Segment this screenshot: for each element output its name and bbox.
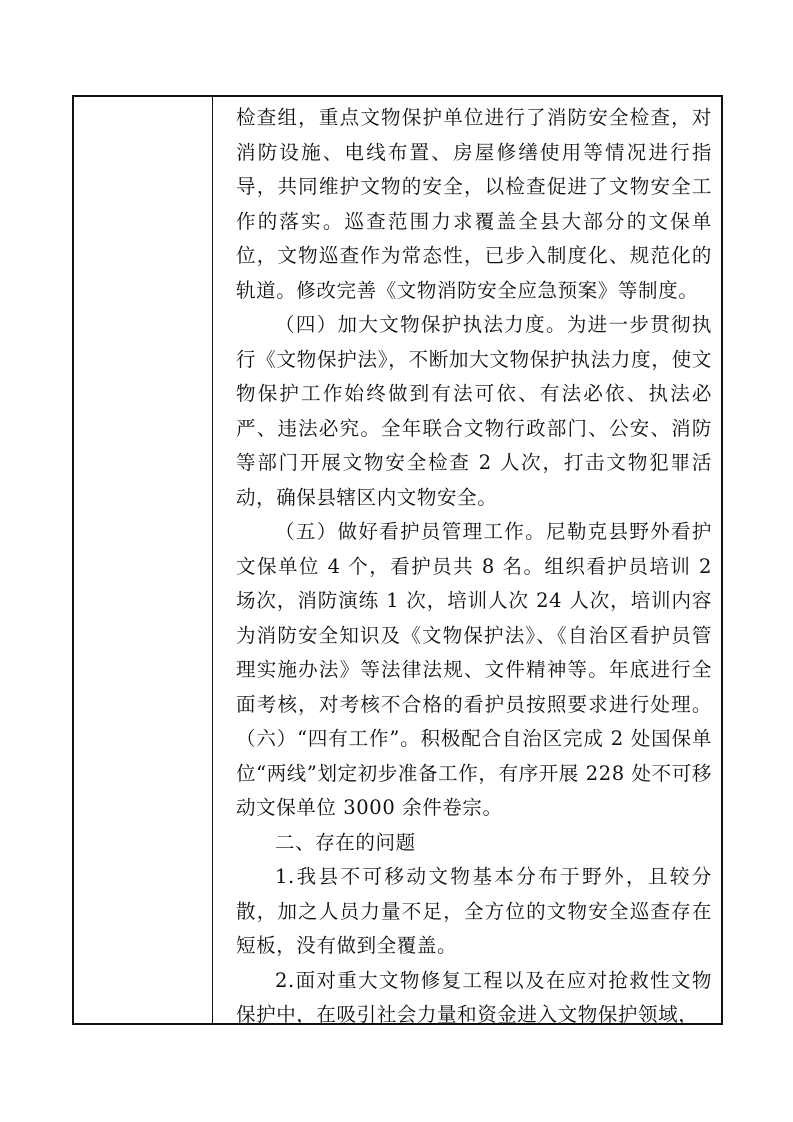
section-heading-problems: 二、存在的问题 xyxy=(275,830,416,854)
right-content-cell xyxy=(236,101,712,1033)
left-label-column xyxy=(74,97,213,1023)
paragraph-inspection: 检查组，重点文物保护单位进行了消防安全检查，对消防设施、电线布置、房屋修缮使用等情况进行指导，共同维护文物的安全，以检查促进了文物安全工作的落实。巡查范围力求覆盖全县大部分的文保单位，文物巡查作为常态性，已步入制度化、规范化的轨道。修改完善《文物消防安全应急预案》等制度。 xyxy=(236,106,712,302)
paragraph-section-4: （四）加大文物保护执法力度。为进一步贯彻执行《文物保护法》，不断加大文物保护执法力度，使文物保护工作始终做到有法可依、有法必依、执法必严、违法必究。全年联合文物行政部门、公安、消防等部门开展文物安全检查 2 人次，打击文物犯罪活动，确保县辖区内文物安全。 xyxy=(236,313,712,509)
paragraph-problem-1: 1.我县不可移动文物基本分布于野外，且较分散，加之人员力量不足，全方位的文物安全巡查存在短板，没有做到全覆盖。 xyxy=(236,865,712,957)
paragraph-section-5: （五）做好看护员管理工作。尼勒克县野外看护文保单位 4 个，看护员共 8 名。组织看护员培训 2 场次，消防演练 1 次，培训人次 24 人次，培训内容为消防安全知识及《文物保护法》、《自治区看护员管理实施办法》等法律法规、文件精神等。年底进行全面考核，对考核不合格的看护员按照要求进行处理。（六）“四有工作”。积极配合自治区完成 2 处国保单位“两线”划定初步准备工作，有序开展 228 处不可移动文保单位 3000 余件卷宗。 xyxy=(236,520,712,819)
document-table xyxy=(72,95,723,1025)
paragraph-problem-2: 2.面对重大文物修复工程以及在应对抢救性文物保护中，在吸引社会力量和资金进入文物保护领域， xyxy=(236,968,712,1026)
